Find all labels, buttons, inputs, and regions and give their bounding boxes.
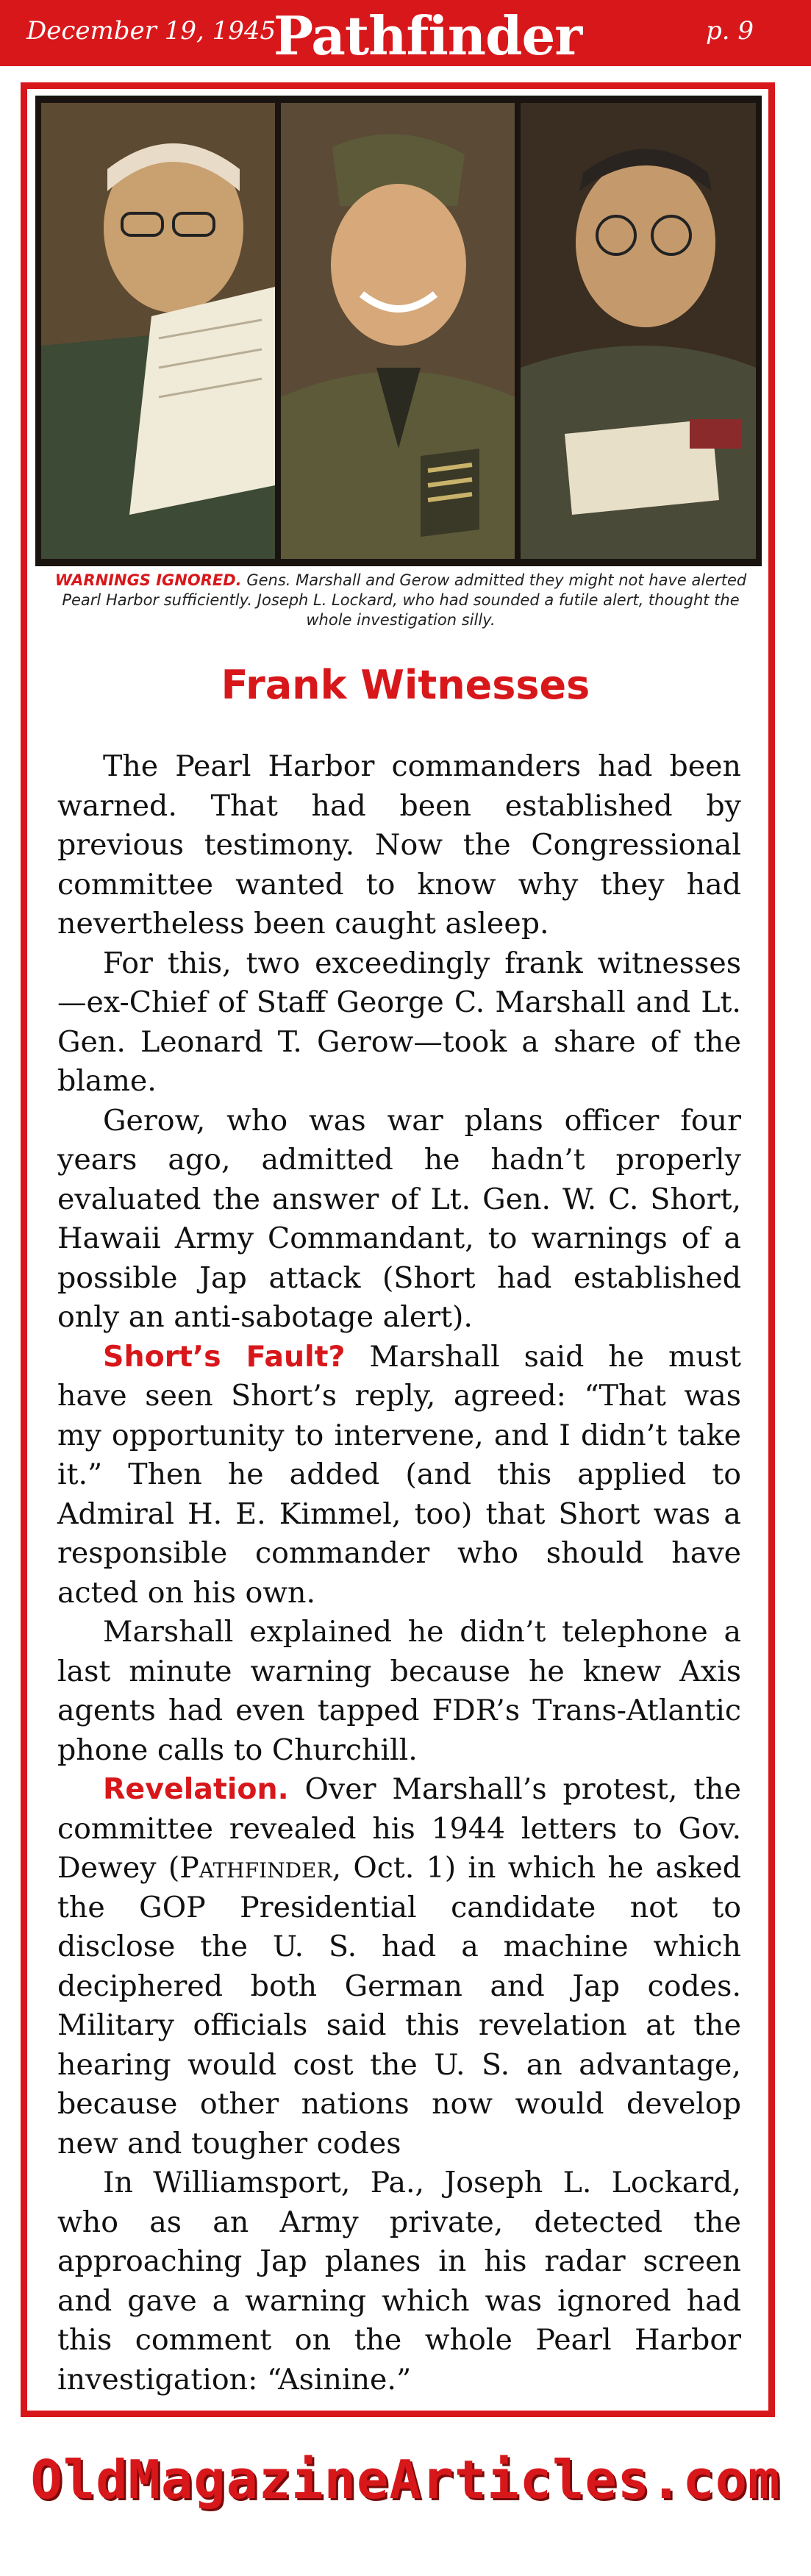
paragraph [57, 1770, 741, 2163]
subhead: Short’s Fault? [103, 1339, 346, 1374]
paragraph: Gerow, who was war plans officer four years ago, admitted he hadn’t properly evaluated the answer of Lt. Gen. W. C. Short, Hawaii Army Commandant, to warnings of a possible Jap attack (Short had established only an anti-sabotage alert). [57, 1103, 741, 1334]
article-headline: Frank Witnesses [221, 662, 590, 708]
photo-gerow [521, 103, 756, 559]
magazine-reference: Pathfinder [179, 1851, 332, 1885]
paragraph-text: , Oct. 1) in which he asked the GOP Presidential candidate not to disclose the U. S. had a machine which deciphered both German and Jap codes. Military officials said this revelation at the hearing would cost the U. S. an advantage, because other nations now would develop new and tougher codes [57, 1851, 741, 2161]
article-body [57, 747, 741, 2400]
caption-text: Gens. Marshall and Gerow admitted they might not have alerted Pearl Harbor sufficiently. Joseph L. Lockard, who had sounded a futile alert, thought the whole investigation silly. [62, 571, 747, 629]
photo-caption [44, 571, 757, 630]
paragraph-text: Over Marshall’s protest, the committee revealed his 1944 letters to Gov. Dewey ( [57, 1772, 741, 1885]
paragraph: For this, two exceedingly frank witnesses—ex-Chief of Staff George C. Marshall and Lt. Gen. Leonard T. Gerow—took a share of the blame. [57, 946, 741, 1098]
paragraph: In Williamsport, Pa., Joseph L. Lockard, who as an Army private, detected the approaching Jap planes in his radar screen and gave a warning which was ignored had this comment on the whole Pearl Harbor investigation: “Asinine.” [57, 2166, 741, 2397]
paragraph-text: Marshall said he must have seen Short’s reply, agreed: “That was my opportunity to intervene, and I didn’t take it.” Then he added (and this applied to Admiral H. E. Kimmel, too) that Short was a responsible commander who should have acted on his own. [57, 1339, 741, 1610]
paragraph: Marshall explained he didn’t telephone a last minute warning because he knew Axis agents had even tapped FDR’s Trans-Atlantic phone calls to Churchill. [57, 1615, 741, 1767]
masthead [0, 0, 811, 66]
paragraph: The Pearl Harbor commanders had been warned. That had been established by previous testimony. Now the Congressional committee wanted to know why they had nevertheless been caught asleep. [57, 749, 741, 941]
magazine-title: Pathfinder [274, 4, 582, 67]
photo-marshall [41, 103, 275, 559]
photo-lockard [281, 103, 515, 559]
photo-strip [35, 96, 762, 566]
caption-lead: WARNINGS IGNORED. [54, 571, 242, 589]
subhead: Revelation. [103, 1772, 289, 1806]
page-number: p. 9 [706, 16, 754, 46]
paragraph [57, 1338, 741, 1613]
issue-date: December 19, 1945 [26, 16, 276, 46]
site-watermark: OldMagazineArticles.com [30, 2449, 781, 2511]
